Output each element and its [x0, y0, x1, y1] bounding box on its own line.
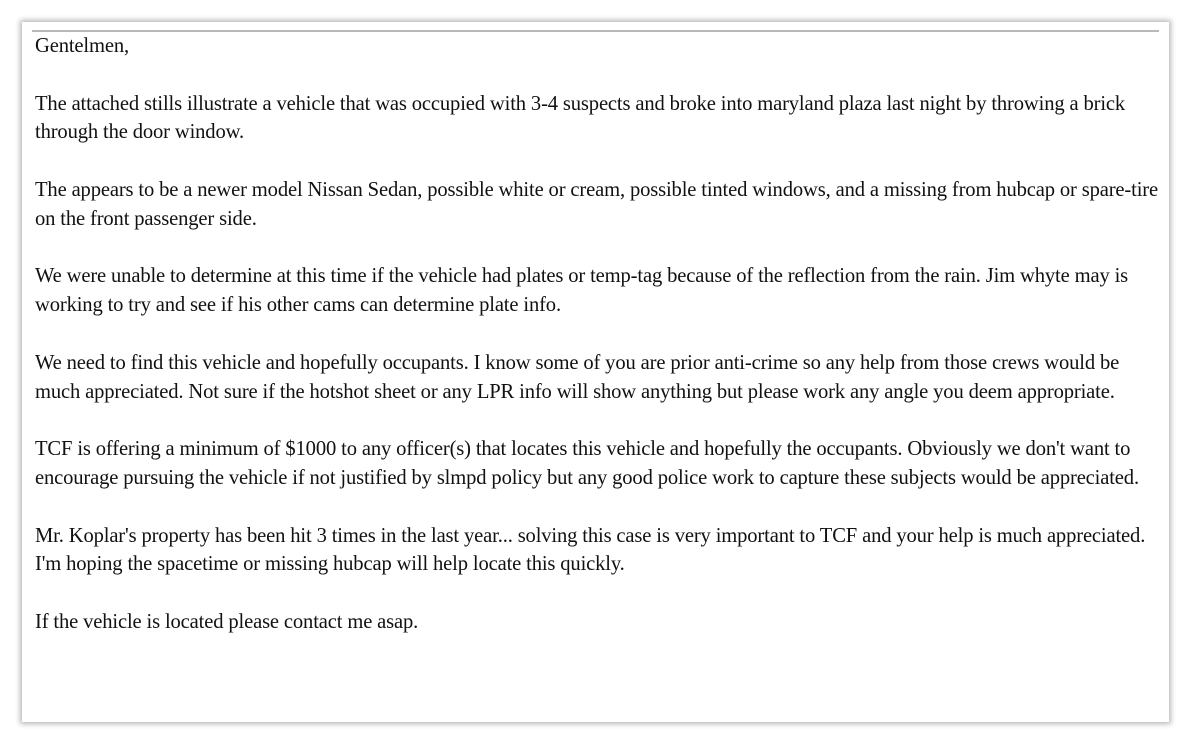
salutation: Gentelmen, — [35, 35, 129, 57]
paragraph-plates: We were unable to determine at this time if the vehicle had plates or temp-tag because of the reflection from the rain. Jim whyte may is working to try and see if his other cams can determine plate info. — [35, 265, 1129, 317]
paragraph-vehicle-model: The appears to be a newer model Nissan Sedan, possible white or cream, possible tinted windows, and a missing from hubcap or spare-tire on the front passenger side. — [35, 178, 1158, 230]
paragraph-reward: TCF is offering a minimum of $1000 to any officer(s) that locates this vehicle and hopefully the occupants. Obviously we don't want to encourage pursuing the vehicle if not justified by slmpd policy but any good police work to capture these subjects would be appreciated. — [35, 438, 1139, 489]
email-document — [22, 22, 1169, 722]
paragraph-property-history: Mr. Koplar's property has been hit 3 times in the last year... solving this case is very important to TCF and your help is much appreciated. I'm hoping the spacetime or missing hubcap will help locate this quickly. — [35, 524, 1146, 576]
paragraph-vehicle-description: The attached stills illustrate a vehicle that was occupied with 3-4 suspects and broke into maryland plaza last night by throwing a brick through the door window. — [35, 92, 1126, 144]
paragraph-request-help: We need to find this vehicle and hopefully occupants. I know some of you are prior anti-crime so any help from those crews would be much appreciated. Not sure if the hotshot sheet or any LPR info will show anything but please work any angle you deem appropriate. — [35, 351, 1120, 403]
email-body — [35, 32, 1160, 637]
paragraph-contact: If the vehicle is located please contact me asap. — [35, 610, 419, 633]
